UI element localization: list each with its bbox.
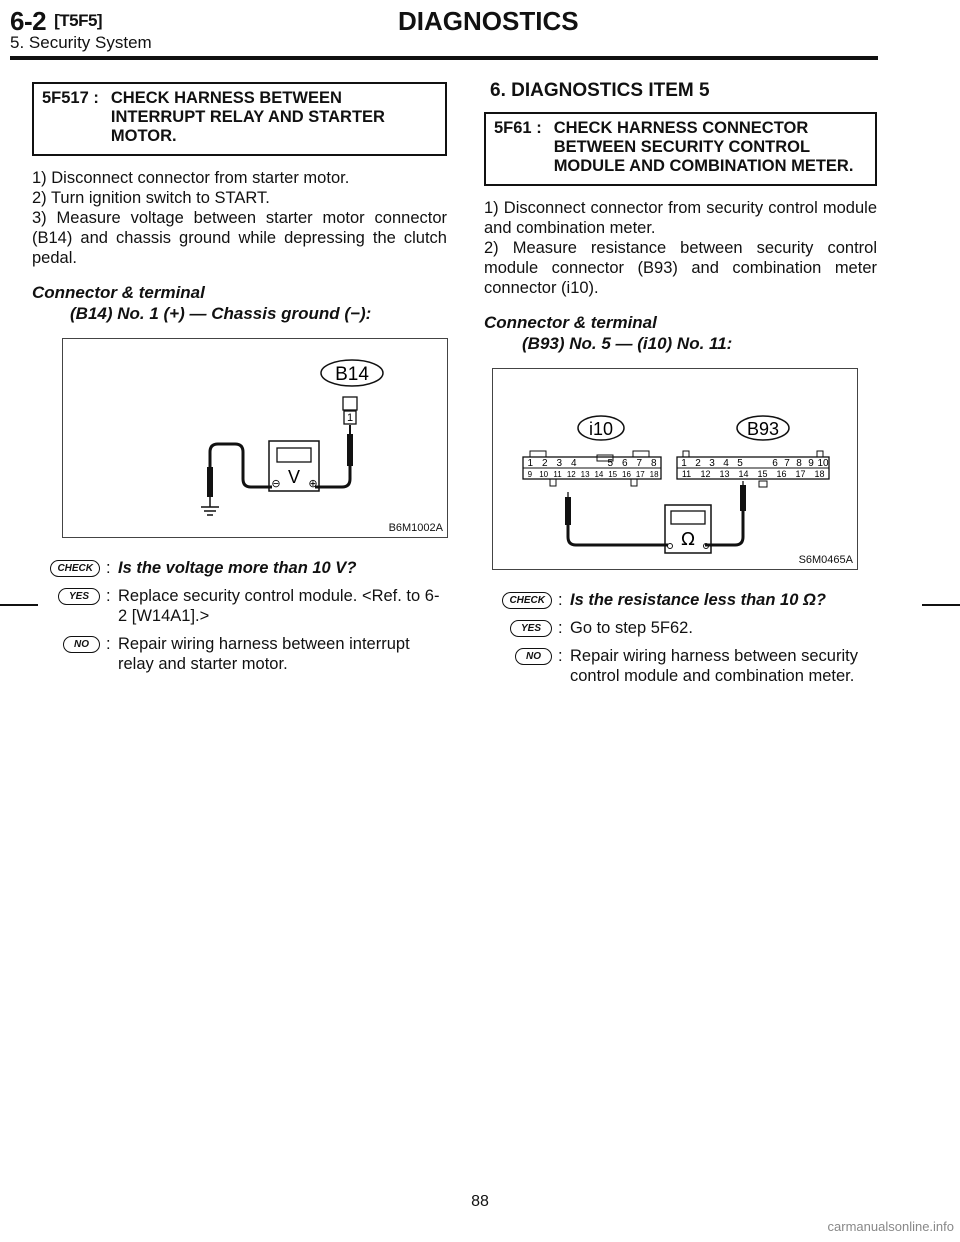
i10-pin-bottom-18: 18 xyxy=(649,470,659,479)
ohmmeter-diagram xyxy=(493,369,857,569)
b93-pin-top-5: 5 xyxy=(737,458,743,469)
i10-pin-bottom-16: 16 xyxy=(622,470,631,479)
plus-terminal-icon: ⊕ xyxy=(308,477,318,490)
yes-action-text: Go to step xyxy=(570,619,651,637)
b93-pin-top-4: 4 xyxy=(723,458,729,469)
probe-i10-wire xyxy=(568,525,668,545)
figure-b14-voltage xyxy=(62,338,448,538)
instruction-2: 2) Measure resistance between security control module connector (B93) and combination meter connector (i10). xyxy=(484,239,877,297)
i10-pin-bottom-12: 12 xyxy=(566,470,576,479)
i10-foot-right xyxy=(631,479,637,486)
b93-pin-bottom-15: 15 xyxy=(757,469,768,479)
check-row: CHECK : Is the resistance less than 10 Ω? xyxy=(484,590,877,610)
b93-pin-bottom-11: 11 xyxy=(681,469,692,479)
instructions xyxy=(32,168,447,268)
b93-pin-top-10: 10 xyxy=(817,458,829,469)
i10-pin-bottom-10: 10 xyxy=(539,470,549,479)
yes-row: YES : Replace security control module. <Ref. to 6-2 [W14A1].> xyxy=(32,586,447,626)
yes-action xyxy=(570,618,877,638)
figure-code: S6M0465A xyxy=(798,554,853,566)
yes-action-end: . xyxy=(688,619,693,637)
b93-pin-top-1: 1 xyxy=(681,458,687,469)
voltmeter-display xyxy=(277,448,311,462)
connector-terminal-label: Connector & terminal xyxy=(32,283,205,302)
b93-pin-bottom-12: 12 xyxy=(700,469,711,479)
connector-terminal-detail: (B93) No. 5 — (i10) No. 11: xyxy=(522,334,733,353)
section-ref: [T5F5] xyxy=(54,11,103,30)
b93-pin-bottom-18: 18 xyxy=(814,469,825,479)
left-column xyxy=(32,82,447,674)
i10-pin-bottom-11: 11 xyxy=(553,470,562,479)
no-action: Repair wiring harness between interrupt relay and starter motor. xyxy=(118,635,410,673)
instruction-1: 1) Disconnect connector from security control module and combination meter. xyxy=(484,199,877,237)
step-title: CHECK HARNESS BETWEEN INTERRUPT RELAY AND STARTER MOTOR. xyxy=(110,89,385,145)
yes-badge: YES xyxy=(510,620,552,637)
step-title: CHECK HARNESS CONNECTOR BETWEEN SECURITY CONTROL MODULE AND COMBINATION METER. xyxy=(553,119,854,175)
page-subtitle: 5. Security System xyxy=(10,33,152,52)
check-row: CHECK : Is the voltage more than 10 V? xyxy=(32,558,447,578)
voltmeter-symbol: V xyxy=(287,467,301,487)
check-question: Is the voltage more than 10 V? xyxy=(118,559,357,577)
instruction-1: 1) Disconnect connector from starter motor. xyxy=(32,169,350,187)
yes-action: Replace security control module. <Ref. to 6-2 [W14A1].> xyxy=(118,587,440,625)
b93-pin-bottom-16: 16 xyxy=(776,469,787,479)
i10-pin-top-8: 8 xyxy=(651,458,657,469)
probe-minus-wire xyxy=(210,444,272,487)
step-box-5f61 xyxy=(484,112,877,186)
i10-pin-top-7: 7 xyxy=(636,458,643,469)
i10-pin-top-5: 5 xyxy=(607,458,614,469)
ohmmeter-display xyxy=(671,511,705,524)
connector-label-b93: B93 xyxy=(746,419,780,439)
i10-pin-bottom-14: 14 xyxy=(594,470,604,479)
b93-foot xyxy=(759,481,767,487)
check-badge: CHECK xyxy=(502,592,552,609)
section-title: 6. DIAGNOSTICS ITEM 5 xyxy=(490,80,710,101)
right-column xyxy=(484,80,877,686)
i10-pin-top-3: 3 xyxy=(556,458,563,469)
header-rule xyxy=(10,56,878,60)
figure-b93-i10-resistance xyxy=(492,368,858,570)
instruction-3: 3) Measure voltage between starter motor connector (B14) and chassis ground while depressing the clutch pedal. xyxy=(32,209,447,267)
no-row: NO : Repair wiring harness between security control module and combination meter. xyxy=(484,646,877,686)
b93-pin-top-3: 3 xyxy=(709,458,715,469)
step-code: 5F517 : xyxy=(42,89,99,107)
terminal-pin-box xyxy=(343,397,357,410)
i10-pin-top-4: 4 xyxy=(571,458,577,469)
voltmeter-diagram xyxy=(63,339,447,537)
probe-plus-icon xyxy=(347,434,353,466)
connector-terminal-label: Connector & terminal xyxy=(484,313,657,332)
i10-pin-top-6: 6 xyxy=(622,458,628,469)
b93-latch-left xyxy=(683,451,689,457)
no-badge: NO xyxy=(63,636,100,653)
b93-pin-top-7: 7 xyxy=(784,458,790,469)
connector-label-b14: B14 xyxy=(335,364,369,385)
section-number: 6-2 xyxy=(10,6,47,36)
step-code: 5F61 : xyxy=(494,119,542,137)
b93-pin-bottom-17: 17 xyxy=(795,469,806,479)
terminal-pin-number: 1 xyxy=(346,412,354,424)
b93-pin-top-8: 8 xyxy=(796,458,802,469)
instructions xyxy=(484,198,877,298)
i10-pin-bottom-13: 13 xyxy=(580,470,590,479)
i10-pin-top-2: 2 xyxy=(542,458,548,469)
b93-pin-top-9: 9 xyxy=(808,458,814,469)
step-box-5f517 xyxy=(32,82,447,156)
i10-latch-right xyxy=(633,451,649,457)
b93-latch-right xyxy=(817,451,823,457)
probe-i10-icon xyxy=(565,497,571,525)
i10-latch-left xyxy=(530,451,546,457)
no-badge: NO xyxy=(515,648,552,665)
connector-label-i10: i10 xyxy=(588,419,614,439)
i10-foot-left xyxy=(550,479,556,486)
check-question: Is the resistance less than 10 Ω? xyxy=(570,591,826,609)
watermark: carmanualsonline.info xyxy=(827,1219,954,1234)
probe-minus-icon xyxy=(207,467,213,497)
minus-terminal-icon: ⊖ xyxy=(271,477,281,490)
yes-row: YES : Go to step 5F62. xyxy=(484,618,877,638)
no-row: NO : Repair wiring harness between interrupt relay and starter motor. xyxy=(32,634,447,674)
i10-pin-bottom-17: 17 xyxy=(635,470,645,479)
page-number: 88 xyxy=(471,1193,489,1210)
right-margin-mark xyxy=(922,604,960,606)
instruction-2: 2) Turn ignition switch to START. xyxy=(32,189,270,207)
probe-b93-icon xyxy=(740,485,746,511)
i10-pin-bottom-9: 9 xyxy=(527,470,533,479)
b93-pin-top-2: 2 xyxy=(695,458,701,469)
yes-step-ref: 5F62 xyxy=(650,619,689,637)
check-badge: CHECK xyxy=(50,560,100,577)
yes-badge: YES xyxy=(58,588,100,605)
ohmmeter-symbol: Ω xyxy=(681,529,695,550)
figure-code: B6M1002A xyxy=(388,522,443,534)
connector-terminal-detail: (B14) No. 1 (+) — Chassis ground (−): xyxy=(70,304,372,323)
ohmmeter-terminal-left xyxy=(668,544,673,549)
b93-pin-top-6: 6 xyxy=(772,458,778,469)
no-action: Repair wiring harness between security control module and combination meter. xyxy=(570,647,858,685)
i10-pin-top-1: 1 xyxy=(527,458,534,469)
b93-pin-bottom-14: 14 xyxy=(738,469,749,479)
b93-pin-bottom-13: 13 xyxy=(719,469,730,479)
probe-plus-wire xyxy=(315,466,350,487)
i10-pin-bottom-15: 15 xyxy=(608,470,618,479)
page-title: DIAGNOSTICS xyxy=(398,6,579,36)
